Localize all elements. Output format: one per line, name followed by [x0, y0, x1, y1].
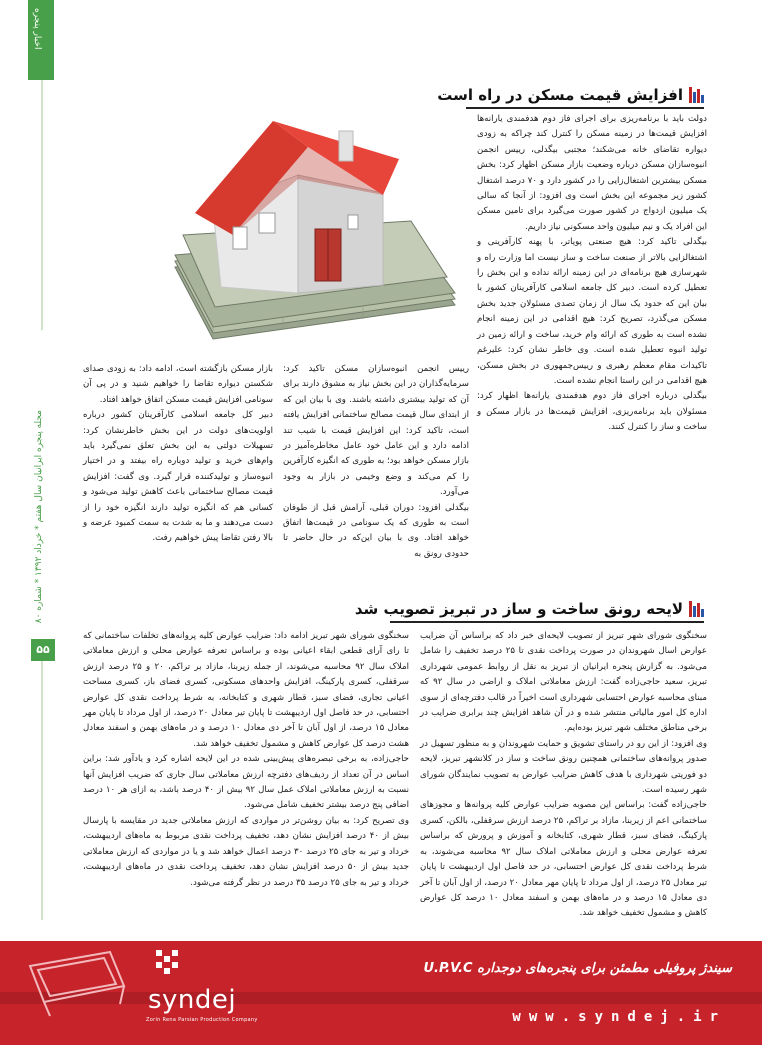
footer-website-link[interactable]: www.syndej.ir: [512, 1009, 726, 1025]
page-number: ۵۵: [31, 639, 55, 661]
article1-column-middle: رییس انجمن انبوه‌سازان مسکن تاکید کرد: سرمایه‌گذاران در این بخش نیاز به مشوق دارند برای آن که تولید بیشتری داشته باشند. وی با بیان این که از ابتدای سال قیمت مصالح ساختمانی افزایش یافته است، تاکید کرد: این افزایش قیمت با شیب تند ادامه دارد و این عامل خود عامل مخاطره‌آمیز در بازار مسکن خواهد بود؛ به طوری که انگیزه کارآفرین را کم می‌کند و وضع وخیمی در بازار به وجود می‌آورد. بیگدلی افزود: دوران قبلی، آرامش قبل از طوفان است به طوری که یک سونامی در قیمت‌ها اتفاق خواهد افتاد. وی با بیان این‌که در حال حاضر تا حدودی رونق به: [283, 364, 469, 559]
syndej-logo-icon: [152, 948, 186, 980]
article1-column-right: دولت باید با برنامه‌ریزی برای اجرای فاز دوم هدفمندی یارانه‌ها افزایش قیمت‌ها در زمینه مسکن را کنترل کند چراکه به زودی دیواره تقاضای خانه می‌شکند؛ مجتبی بیگدلی، رییس انجمن انبوه‌سازان مسکن درباره وضعیت بازار مسکن اظهار کرد: بخش مسکن بیشترین اشتغال‌زایی را در کشور دارد و ۷۰ درصد اشتغال کشور زیر مجموعه این بخش است وی افزود: از آنجا که سالی یک میلیون ازدواج در کشور صورت می‌گیرد برای تامین مسکن این افراد یک و نیم میلیون واحد مسکونی نیاز داریم. بیگدلی تاکید کرد: هیچ صنعتی پویاتر، با پهنه کارآفرینی و اشتغالزایی بالاتر از صنعت ساخت و ساز نیست اما وزارت راه و شهرسازی هیچ برنامه‌ای در این زمینه ارائه نداده و این بخش را تعطیل کرده است. دبیر کل جامعه اسلامی کارآفرینان کشور با بیان این که حدود یک سال از زمان تصدی مسئولان جدید بخش مسکن می‌گذرد، تصریح کرد: هیچ اقدامی در این زمینه انجام نشده است به طوری که ارائه وام خرید، ساخت و ارائه زمین در تولید انبوه تعطیل شده است. وی خاطر نشان کرد: علیرغم تاکیدات مقام معظم رهبری و رییس‌جمهوری در بخش مسکن، هیچ اقدامی در این راستا انجام نشده است. بیگدلی درباره اجرای فاز دوم هدفمندی یارانه‌ها اظهار کرد: مسئولان باید برنامه‌ریزی، افزایش قیمت‌ها در بازار مسکن و ساخت و ساز را کنترل کنند.: [477, 114, 707, 433]
heading-rule: [390, 621, 704, 623]
article2-column-right: سخنگوی شورای شهر تبریز از تصویب لایحه‌ای خبر داد که براساس آن ضرایب عوارض اسال شهروندان در صورت پرداخت نقدی تا ۲۵ درصد تخفیف را شامل می‌شود. به گزارش پنجره ایرانیان از تبریز به نقل از روابط عمومی شهرداری تبریز، سعید حاجی‌زاده گفت: ارزش معاملاتی املاک و اراضی در سال ۹۲ که مبنای محاسبه عوارض احتسابی شهرداری است اخیراً در قالب دفترچه‌ای از سوی اداره کل امور مالیاتی منتشر شده و در آن شاهد افزایش چند برابری ضرایب در برخی مناطق مختلف شهر تبریز بوده‌ایم. وی افزود: از این رو در راستای تشویق و حمایت شهروندان و به منظور تسهیل در صدور پروانه‌های ساختمانی همچنین رونق ساخت و ساز در کلانشهر تبریز، لایحه دو فوریتی شهرداری با هدف کاهش ضرایب عوارض به تصویب نمایندگان شورای شهر رسیده است. حاجی‌زاده گفت: براساس این مصوبه ضرایب عوارض کلیه پروانه‌ها و مجوزهای ساختمانی اعم از زیربنا، مازاد بر تراکم، ۲۵ درصد ارزش سرقفلی، بالکن، کسری پارکینگ، فضای سبز، قطار شهری، کتابخانه و آموزش و پرورش که براساس تعرفه عوارض محلی و ارزش معاملاتی املاک سال ۹۲ محاسبه می‌شوند، به شرط پرداخت نقدی کل عوارض احتسابی، در حد فاصل اول اردیبهشت تا پایان تیر معادل ۲۵ درصد، از اول مرداد تا پایان مهر معادل ۲۰ درصد، از اول آبان تا آخر دی معادل ۱۵ درصد و در ماه‌های بهمن و اسفند معادل ۱۰ درصد کل عوارض کاهش و مشمول تخفیف خواهد شد.: [420, 631, 708, 919]
heading-rule: [466, 107, 704, 109]
article1-column-left: بازار مسکن بازگشته است، ادامه داد: به زودی صدای شکستن دیواره تقاضا را خواهیم شنید و در پی آن سونامی افزایش قیمت مسکن اتفاق خواهد افتاد. دبیر کل جامعه اسلامی کارآفرینان کشور درباره اولویت‌های دولت در این بخش خاطرنشان کرد: تسهیلات دولتی به این بخش تعلق نمی‌گیرد باید وام‌های خرید و تولید دوباره راه بیفتد و در اختیار انبوه‌ساز و تولیدکننده قرار گیرد. وی گفت: افزایش قیمت مصالح ساختمانی باعث کاهش تولید می‌شود و کسانی هم که انگیزه تولید دارند انگیزه خود را از دست می‌دهند و ما به شدت به سمت کمبود عرضه و بالا رفتن تقاضا پیش خواهیم رفت.: [83, 364, 273, 544]
article1-heading: [437, 86, 704, 104]
article1-title: افزایش قیمت مسکن در راه است: [437, 86, 683, 104]
section-tab: [28, 0, 54, 80]
footer-slogan: سیندژ پروفیلی مطمئن برای پنجره‌های دوجداره U.P.V.C: [423, 961, 732, 976]
section-tab-label: اخبار پنجره: [32, 8, 42, 50]
side-rail: [41, 660, 43, 920]
bar-chart-icon: [689, 601, 704, 617]
brand-subtitle: Zorin Rena Parsian Production Company: [146, 1017, 258, 1023]
bar-chart-icon: [689, 87, 704, 103]
article2-title: لایحه رونق ساخت و ساز در تبریز تصویب شد: [354, 600, 683, 618]
window-frame-icon: [20, 946, 130, 1026]
house-on-money-illustration: [83, 117, 469, 353]
issue-info: مجله پنجره ایرانیان سال هفتم * خرداد ۱۳۹۲ * شماره ۸۰: [34, 410, 44, 624]
article2-heading: [355, 600, 704, 618]
article2-column-left: سخنگوی شورای شهر تبریز ادامه داد: ضرایب عوارض کلیه پروانه‌های تخلفات ساختمانی که تا رای آرای قطعی ابقاء اعیانی بوده و براساس تعرفه عوارض محلی و ارزش معاملاتی املاک سال ۹۲ محاسبه می‌شوند، از جمله زیربنا، مازاد بر تراکم، ۲۰ و ۲۵ درصد ارزش سرقفلی، کسری پارکینگ، افزایش واحدهای مسکونی، کسری فضای باز، کسری مساحت اعیانی تجاری، فضای سبز، قطار شهری و کتابخانه، به شرط پرداخت نقدی کل عوارض احتسابی، در حد فاصل اول اردیبهشت تا پایان تیر معادل ۲۰ درصد، از اول مرداد تا پایان مهر معادل ۱۵ درصد، از اول آبان تا آخر دی معادل ۱۰ درصد و در ماه‌های بهمن و اسفند معادل هشت درصد کل عوارض کاهش و مشمول تخفیف خواهد شد. حاجی‌زاده، به برخی تبصره‌های پیش‌بینی شده در این لایحه اشاره کرد و یادآور شد: براین اساس در آن تعداد از ردیف‌های دفترچه ارزش معاملاتی سال جاری که ضریب افزایش آنها نسبت به ارزش معاملاتی املاک عمل سال ۹۲ بیش از ۴۰ درصد باشد، به ازای هر ۱۰ درصد اضافی پنج درصد بیشتر تخفیف شامل می‌شود. وی تصریح کرد: به بیان روشن‌تر در مواردی که ارزش معاملاتی جدید در مقایسه با پارسال بیش از ۴۰ درصد افزایش نشان دهد، تخفیف پرداخت نقدی مربوط به ماه‌های اردیبهشت، خرداد و تیر به جای ۲۵ درصد ۳۰ درصد اعمال خواهد شد و یا در مواردی که ارزش معاملاتی جدید بیش از ۵۰ درصد افزایش نشان دهد، تخفیف پرداخت نقدی در ماه‌های اردیبهشت، خرداد و تیر به جای ۲۵ درصد ۳۵ درصد در نظر گرفته می‌شود.: [83, 631, 410, 888]
brand-name: syndej: [148, 985, 237, 1015]
side-rail: [41, 80, 43, 330]
